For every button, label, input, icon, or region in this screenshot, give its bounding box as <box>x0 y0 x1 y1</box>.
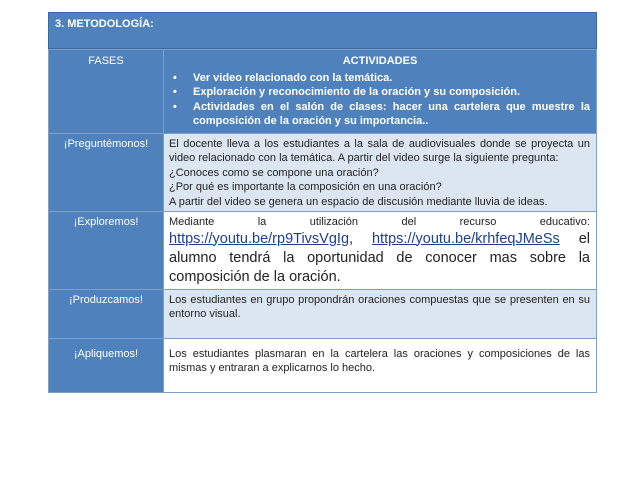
phase-preguntemonos: ¡Preguntémonos! <box>49 133 164 212</box>
activities-list <box>170 71 590 129</box>
methodology-section <box>48 12 597 393</box>
bullet-icon: • <box>173 100 177 113</box>
bullet-icon: • <box>173 86 177 98</box>
phase-exploremos: ¡Exploremos! <box>49 212 164 290</box>
phase-apliquemos: ¡Apliquemos! <box>49 338 164 392</box>
list-item: • Exploración y reconocimiento de la oración y su composición. <box>173 86 521 98</box>
activity-exploremos <box>164 212 597 290</box>
first-line: Mediante la utilización del recurso educativo: <box>169 216 590 228</box>
methodology-table <box>48 49 597 393</box>
table-row <box>49 212 597 290</box>
activity-preguntemonos: El docente lleva a los estudiantes a la sala de audiovisuales donde se proyecta un video relacionado con la temática. A partir del video surge la siguiente pregunta: ¿Conoces como se compone una oración? ¿Por qué es importante la composición en una oración? A partir del video se genera un espacio de discusión mediante lluvia de ideas. <box>164 133 597 212</box>
table-row <box>49 338 597 392</box>
list-item: • Actividades en el salón de clases: hacer una cartelera que muestre la composición de la oración y su importancia.. <box>173 100 590 127</box>
actividades-header <box>164 50 597 134</box>
table-row <box>49 133 597 212</box>
links-paragraph: https://youtu.be/rp9TivsVgIg, https://youtu.be/krhfeqJMeSs el alumno tendrá la oportunidad de conocer mas sobre la composición de la oración. <box>169 230 591 285</box>
phase-produzcamos: ¡Produzcamos! <box>49 289 164 338</box>
section-title: 3. METODOLOGÍA: <box>48 12 597 49</box>
video-link-2[interactable]: https://youtu.be/krhfeqJMeSs <box>371 230 560 247</box>
activity-apliquemos: Los estudiantes plasmaran en la cartelera las oraciones y composiciones de las mismas y entraran a explicarnos lo hecho. <box>164 338 597 392</box>
list-item: • Ver video relacionado con la temática. <box>173 71 393 84</box>
table-header-row <box>49 50 597 134</box>
fases-header: FASES <box>49 50 164 134</box>
table-row <box>49 289 597 338</box>
bullet-icon: • <box>173 71 177 84</box>
video-link-1[interactable]: https://youtu.be/rp9TivsVgIg <box>169 230 350 247</box>
actividades-title: ACTIVIDADES <box>342 55 418 67</box>
activity-produzcamos: Los estudiantes en grupo propondrán oraciones compuestas que se presenten en su entorno visual. <box>164 289 597 338</box>
